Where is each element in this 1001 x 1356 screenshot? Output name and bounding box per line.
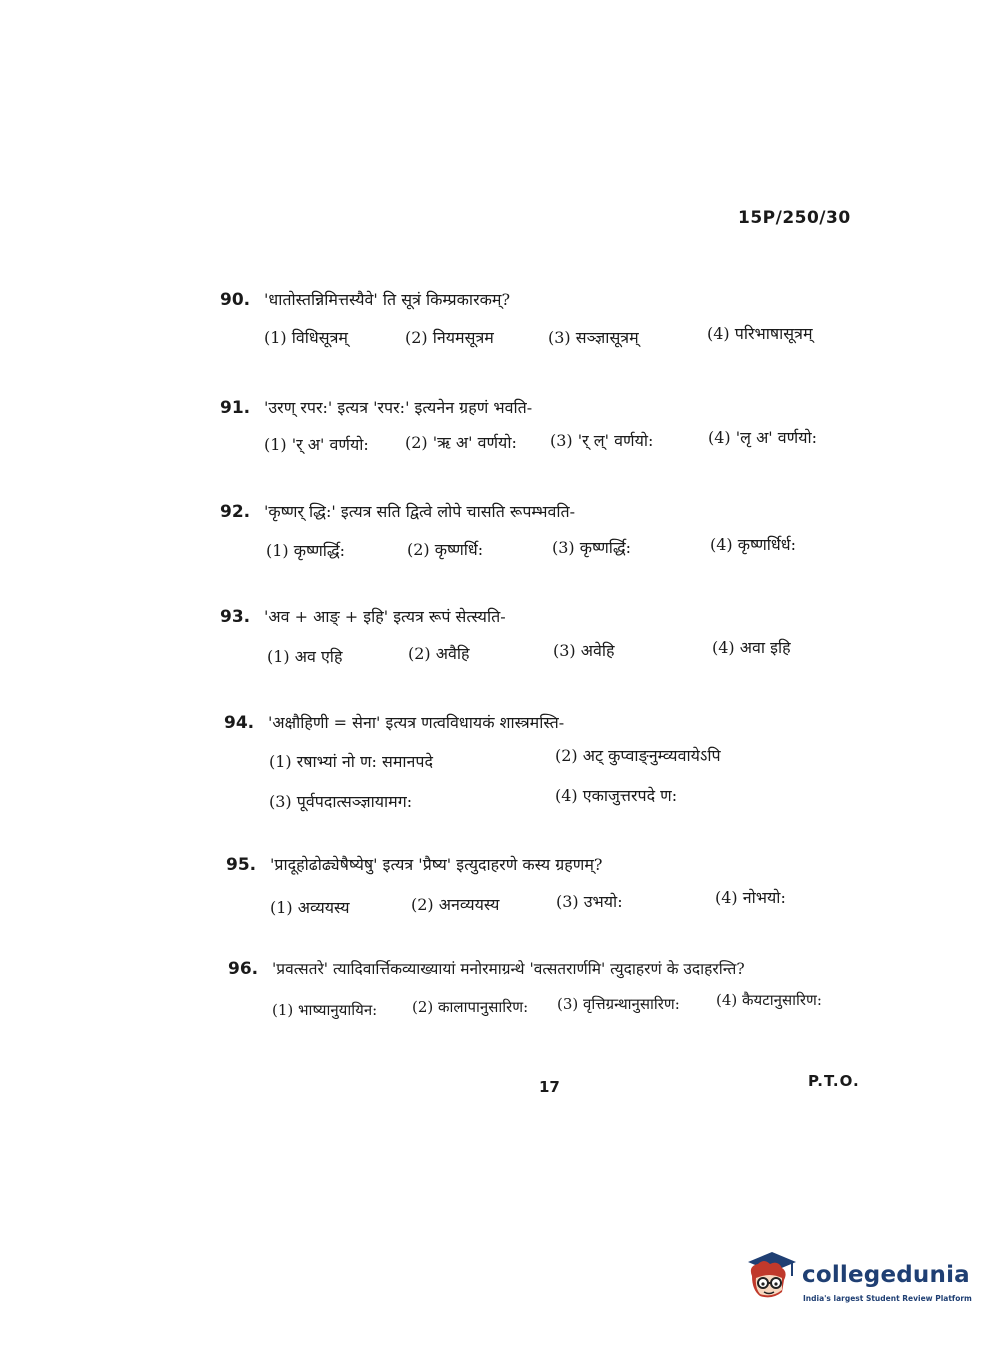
option-1: (1) 'र् अ' वर्णयो:	[264, 435, 369, 454]
question-number: 96.	[228, 959, 259, 979]
question-number: 92.	[220, 502, 251, 522]
page-number: 17	[539, 1078, 560, 1096]
option-1: (1) कृष्णर्द्धि:	[266, 541, 346, 560]
question-number: 90.	[220, 290, 251, 310]
collegedunia-watermark	[742, 1248, 972, 1318]
question-number: 94.	[224, 713, 255, 733]
brand-name: collegedunia	[802, 1262, 970, 1288]
brand-tagline: India's largest Student Review Platform	[803, 1294, 972, 1303]
option-3: (3) उभयो:	[556, 892, 623, 911]
question-number: 95.	[226, 855, 257, 875]
option-1: (1) अव्ययस्य	[270, 898, 350, 917]
option-4: (4) कैयटानुसारिण:	[716, 991, 822, 1009]
option-3: (3) कृष्णर्द्धि:	[552, 538, 632, 557]
option-2: (2) कालापानुसारिण:	[412, 998, 529, 1016]
option-1: (1) अव एहि	[267, 647, 343, 666]
option-3: (3) सञ्ज्ञासूत्रम्	[548, 328, 639, 347]
option-4: (4) एकाजुत्तरपदे ण:	[555, 786, 678, 805]
option-4: (4) परिभाषासूत्रम्	[707, 324, 813, 343]
option-4: (4) 'लृ अ' वर्णयो:	[708, 428, 818, 447]
question-text: 'धातोस्तन्निमित्तस्यैवे' ति सूत्रं किम्प्रकारकम्?	[264, 290, 511, 309]
question-text: 'प्रादूहोढोढ्येषैष्येषु' इत्यत्र 'प्रैष्य' इत्युदाहरणे कस्य ग्रहणम्?	[270, 855, 603, 874]
question-number: 93.	[220, 607, 251, 627]
question-text: 'कृष्णर् द्धि:' इत्यत्र सति द्वित्वे लोपे चासति रूपम्भवति-	[264, 502, 576, 521]
option-1: (1) रषाभ्यां नो ण: समानपदे	[269, 752, 433, 771]
option-3: (3) वृत्तिग्रन्थानुसारिण:	[557, 995, 680, 1013]
option-2: (2) कृष्णर्धि:	[407, 540, 484, 559]
option-3: (3) 'र् ल्' वर्णयो:	[550, 431, 654, 450]
mascot-logo-icon	[742, 1248, 798, 1308]
option-2: (2) अट् कुप्वाङ्नुम्व्यवायेऽपि	[555, 746, 721, 765]
option-2: (2) नियमसूत्रम	[405, 328, 494, 347]
question-number: 91.	[220, 398, 251, 418]
option-4: (4) अवा इहि	[712, 638, 791, 657]
option-1: (1) भाष्यानुयायिन:	[272, 1001, 378, 1019]
option-2: (2) अनव्ययस्य	[411, 895, 500, 914]
question-text: 'अव + आङ् + इहि' इत्यत्र रूपं सेत्स्यति-	[264, 607, 506, 626]
option-2: (2) 'ऋ अ' वर्णयो:	[405, 433, 517, 452]
question-text: 'अक्षौहिणी = सेना' इत्यत्र णत्वविधायकं शास्त्रमस्ति-	[268, 713, 565, 732]
option-4: (4) नोभयो:	[715, 888, 786, 907]
option-4: (4) कृष्णर्धिर्ध:	[710, 535, 796, 554]
option-1: (1) विधिसूत्रम्	[264, 328, 348, 347]
question-text: 'उरण् रपर:' इत्यत्र 'रपर:' इत्यनेन ग्रहणं भवति-	[264, 398, 533, 417]
option-2: (2) अवैहि	[408, 644, 470, 663]
pto-label: P.T.O.	[808, 1072, 860, 1090]
paper-code: 15P/250/30	[738, 208, 851, 228]
option-3: (3) पूर्वपदात्सञ्ज्ञायामग:	[269, 792, 413, 811]
question-text: 'प्रवत्सतरे' त्यादिवार्त्तिकव्याख्यायां मनोरमाग्रन्थे 'वत्सतरार्णमि' त्युदाहरणं के उदाहरन्ति?	[272, 960, 745, 978]
option-3: (3) अवेहि	[553, 641, 615, 660]
